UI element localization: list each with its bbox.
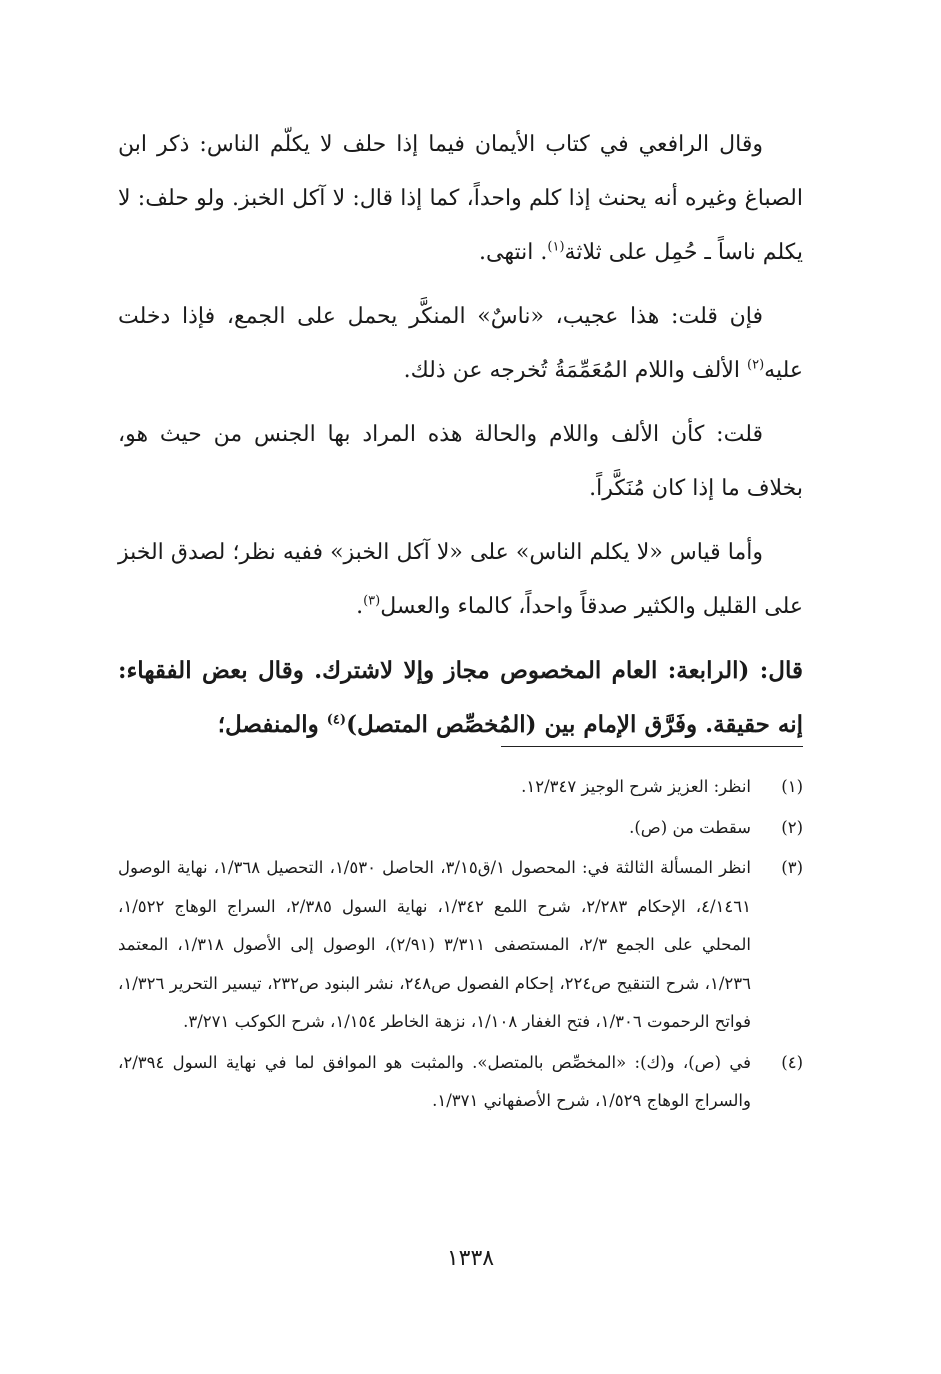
footnote-number: (٢) — [781, 817, 803, 837]
paragraph-3 — [118, 408, 803, 516]
main-text — [118, 118, 803, 762]
paragraph-4 — [118, 526, 803, 634]
footnote-number: (٣) — [781, 858, 803, 877]
paragraph-3-text: قلت: كأن الألف واللام والحالة هذه المراد بها الجنس من حيث هو، بخلاف ما إذا كان مُنَكَّراً. — [118, 422, 803, 501]
footnote-text: انظر المسألة الثالثة في: المحصول ١/ق٣/١٥، الحاصل ١/٥٣٠، التحصيل ١/٣٦٨، نهاية الوصول ٤/١٤٦١، الإحكام ٢/٢٨٣، شرح اللمع ١/٣٤٢، نهاية السول ٢/٣٨٥، السراج الوهاج ١/٥٢٢، المحلي على الجمع ٢/٣، المستصفى ٣/٣١١ (٢/٩١)، الوصول إلى الأصول ١/٣١٨، المعتمد ١/٢٣٦، شرح التنقيح ص٢٢٤، إحكام الفصول ص٢٤٨، نشر البنود ص٢٣٢، تيسير التحرير ١/٣٢٦، فواتح الرحموت ١/٣٠٦، فتح الغفار ١/١٠٨، نزهة الخاطر ١/١٥٤، شرح الكوكب ٣/٢٧١. — [118, 858, 752, 1031]
paragraph-1-text: وقال الرافعي في كتاب الأيمان فيما إذا حلف لا يكلّم الناس: ذكر ابن الصباغ وغيره أنه يحنث إذا كلم واحداً، كما إذا قال: لا آكل الخبز. ولو حلف: لا يكلم ناساً ـ حُمِل على ثلاثة — [118, 132, 803, 265]
paragraph-2 — [118, 290, 803, 398]
footnote-1 — [118, 768, 803, 807]
footnote-number: (١) — [781, 777, 803, 796]
paragraph-5-text: قال: (الرابعة: العام المخصوص مجاز وإلا لاشترك. وقال بعض الفقهاء: إنه حقيقة. وفَرَّق الإمام بين (المُخصِّص المتصل) — [118, 657, 803, 738]
paragraph-4-text: وأما قياس «لا يكلم الناس» على «لا آكل الخبز» ففيه نظر؛ لصدق الخبز على القليل والكثير صدقاً واحداً، كالماء والعسل — [118, 540, 803, 619]
footnote-2 — [118, 809, 803, 848]
footnote-ref-2: (٢) — [747, 357, 765, 373]
paragraph-1-tail: . انتهى. — [479, 240, 548, 265]
footnote-ref-3: (٣) — [363, 593, 381, 609]
paragraph-5 — [118, 644, 803, 752]
footnote-4 — [118, 1044, 803, 1121]
footnotes — [118, 768, 803, 1123]
footnote-text: انظر: العزيز شرح الوجيز ١٢/٣٤٧. — [521, 777, 751, 796]
footnote-ref-1: (١) — [547, 239, 565, 255]
footnote-text: في (ص)، و(ك): «المخصِّص بالمتصل». والمثبت هو الموافق لما في نهاية السول ٢/٣٩٤، والسراج الوهاج ١/٥٢٩، شرح الأصفهاني ١/٣٧١. — [118, 1052, 751, 1110]
paragraph-2-text: فإن قلت: هذا عجيب، «ناسٌ» المنكَّر يحمل على الجمع، فإذا دخلت عليه — [118, 304, 803, 383]
footnote-3 — [118, 849, 803, 1042]
paragraph-5-tail: والمنفصل؛ — [217, 711, 327, 738]
paragraph-2-tail: الألف واللام المُعَمِّمَةُ تُخرجه عن ذلك. — [403, 358, 748, 383]
footnote-ref-4: (٤) — [326, 712, 347, 728]
paragraph-4-tail: . — [356, 594, 364, 619]
footnote-number: (٤) — [781, 1052, 803, 1072]
footnote-divider — [501, 746, 803, 747]
footnote-text: سقطت من (ص). — [629, 817, 751, 837]
page-number: ١٣٣٨ — [446, 1246, 495, 1271]
paragraph-1 — [118, 118, 803, 280]
